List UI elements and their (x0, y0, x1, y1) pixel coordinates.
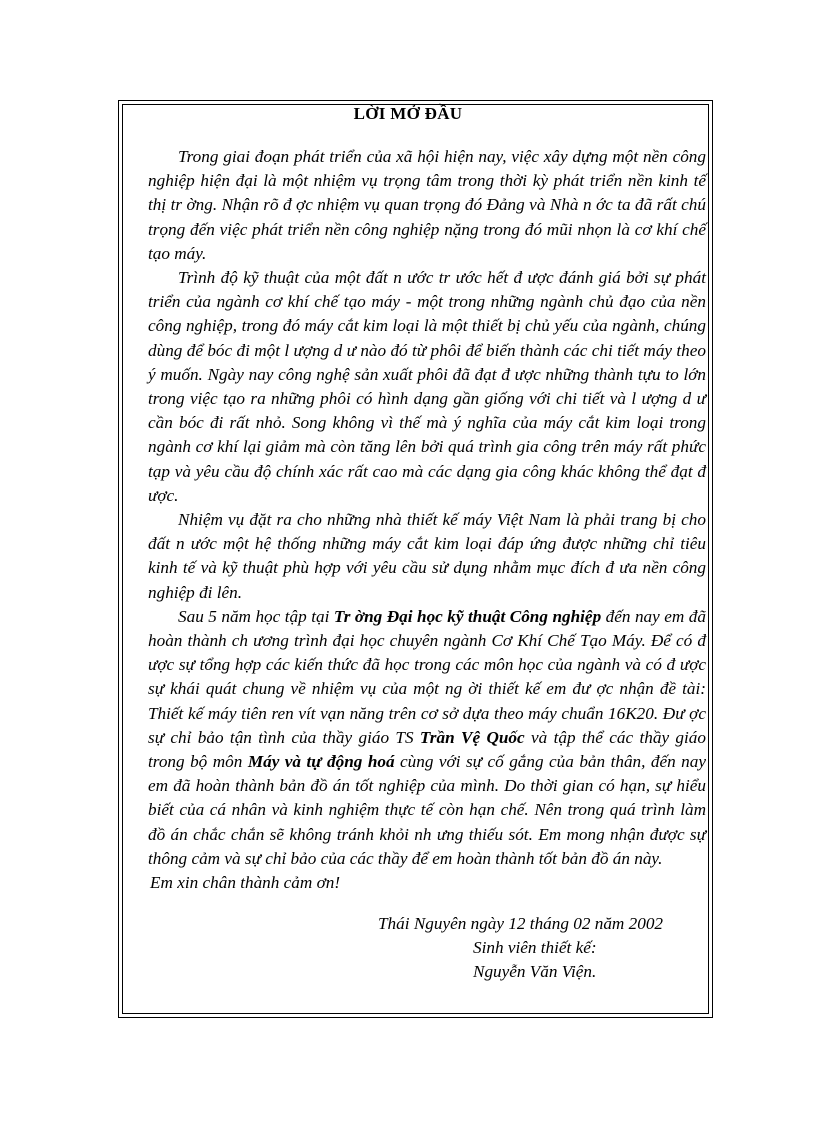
thanks-line: Em xin chân thành cảm ơn! (150, 873, 341, 893)
advisor-name: Trần Vệ Quốc (419, 727, 525, 747)
signer-role: Sinh viên thiết kế: (473, 938, 597, 957)
document-title: LỜI MỞ ĐẦU (353, 104, 463, 123)
p4-text-c: đến nay em đã hoàn thành ch ương trình đại học chuyên ngành Cơ Khí Chế Tạo Máy. Để có đ ược sự tổng hợp các kiến thức đã học trong các môn học của ngành và có đ ược sự khái quát chung về nhiệm vụ của một ng ời thiết kế em đư ợc nhận đề tài: Thiết kế máy tiên ren vít vạn năng trên cơ sở dựa theo máy chuẩn 16K20. Đư ợc sự chỉ bảo tận tình của thầy giáo TS (148, 606, 706, 747)
document-body (148, 145, 706, 895)
paragraph-2: Trình độ kỹ thuật của một đất n ước tr ước hết đ ược đánh giá bởi sự phát triển của ngành cơ khí chế tạo máy - một trong những ngành chủ đạo của nền công nghiệp, trong đó máy cắt kim loại là một thiết bị chủ yếu của ngành, chúng dùng để bóc đi một l ượng d ư nào đó từ phôi để biến thành các chi tiết máy theo ý muốn. Ngày nay công nghệ sản xuất phôi đã đạt đ ược những thành tựu to lớn trong việc tạo ra những phôi có hình dạng gần giống với chi tiết và l ượng d ư cần bóc đi rất nhỏ. Song không vì thế mà ý nghĩa của máy cắt kim loại trong ngành cơ khí lại giảm mà còn tăng lên bởi quá trình gia công trên máy rất phức tạp và yêu cầu độ chính xác rất cao mà các dạng gia công khác không thể đạt đ ược. (148, 268, 706, 505)
paragraph-3: Nhiệm vụ đặt ra cho những nhà thiết kế máy Việt Nam là phải trang bị cho đất n ước một hệ thống những máy cắt kim loại đáp ứng được những chỉ tiêu kinh tế và kỹ thuật phù hợp với yêu cầu sử dụng nhằm mục đích đ ưa nền công nghiệp đi lên. (148, 510, 706, 602)
paragraph-1: Trong giai đoạn phát triển của xã hội hiện nay, việc xây dựng một nền công nghiệp hiện đại là một nhiệm vụ trọng tâm trong thời kỳ phát triển nền kinh tế thị tr ờng. Nhận rõ đ ợc nhiệm vụ quan trọng đó Đảng và Nhà n ớc ta đã rất chú trọng đến việc phát triển nền công nghiệp nặng trong đó mũi nhọn là cơ khí chế tạo máy. (148, 147, 706, 263)
p4-text-g: cùng với sự cố gắng của bản thân, đến nay em đã hoàn thành bản đồ án tốt nghiệp của mình. Do thời gian có hạn, sự hiểu biết của cá nhân và kinh nghiệm thực tế còn hạn chế. Nên trong quá trình làm đồ án chắc chắn sẽ không tránh khỏi nh ưng thiếu sót. Em mong nhận được sự thông cảm và sự chỉ bảo của các thầy để em hoàn thành tốt bản đồ án này. (148, 752, 706, 868)
paragraph-4 (148, 605, 706, 871)
p4-text-a: Sau 5 năm học tập tại (178, 606, 334, 626)
date-line: Thái Nguyên ngày 12 tháng 02 năm 2002 (378, 914, 664, 933)
signer-name: Nguyễn Văn Viện. (473, 962, 597, 981)
department-name: Máy và tự động hoá (247, 752, 395, 772)
university-name: Tr ờng Đại học kỹ thuật Công nghiệp (333, 606, 602, 626)
p4-text-e: và tập thể các thầy giáo trong bộ môn (148, 727, 706, 772)
